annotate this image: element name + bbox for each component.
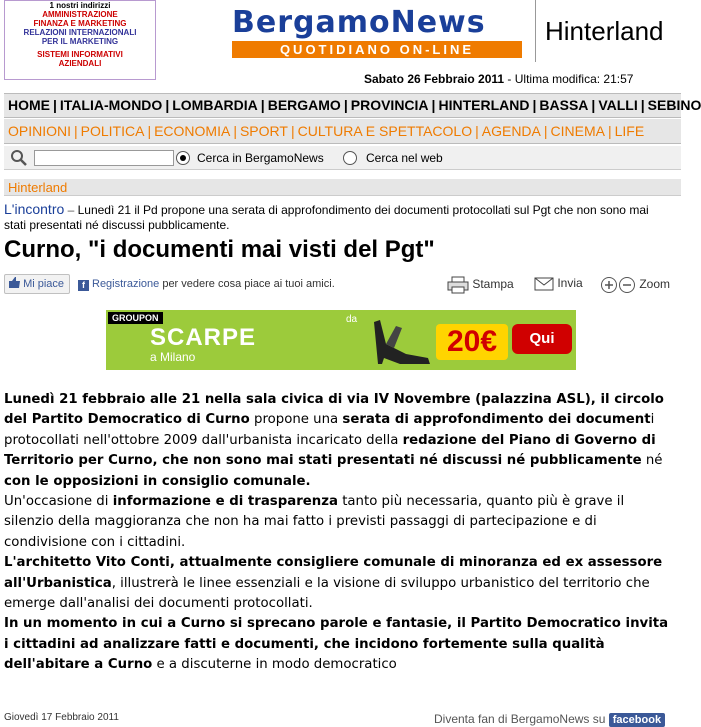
article-text: e a discuterne in modo democratico <box>152 657 397 673</box>
search-bar <box>4 146 681 170</box>
article-text-bold: informazione e di trasparenza <box>112 494 338 510</box>
facebook-like-button[interactable] <box>4 274 70 294</box>
current-date: Sabato 26 Febbraio 2011 <box>364 72 505 86</box>
banner-city: a Milano <box>150 350 196 364</box>
nav-item-sebino[interactable]: SEBINO <box>647 97 701 113</box>
kicker-label: L'incontro <box>4 201 65 217</box>
nav-item-cinema[interactable]: CINEMA <box>550 123 605 139</box>
facebook-icon: f <box>78 280 89 291</box>
article-text-bold: redazione del Piano di Governo di Territorio per Curno, che non sono mai stati presentati né discussi né pubblicamente <box>4 432 656 469</box>
banner-headline: SCARPE <box>150 324 257 351</box>
search-icon[interactable] <box>10 149 28 167</box>
search-input[interactable] <box>34 150 174 166</box>
thumbs-up-icon <box>9 277 20 288</box>
primary-nav: HOME | ITALIA-MONDO | LOMBARDIA | BERGAMO | PROVINCIA | HINTERLAND | BASSA | VALLI | SEBINO <box>4 93 681 118</box>
site-logo[interactable] <box>232 5 522 57</box>
dateline <box>364 72 633 86</box>
edition-title: Hinterland <box>545 16 664 46</box>
article-paragraph <box>4 390 674 492</box>
banner-cta-button[interactable]: Qui <box>512 324 572 354</box>
article-paragraph <box>4 614 674 675</box>
printer-icon <box>447 276 469 294</box>
nav-item-sport[interactable]: SPORT <box>239 123 288 139</box>
send-tool[interactable] <box>534 276 583 292</box>
article-paragraph <box>4 492 674 553</box>
secondary-nav: OPINIONI | POLITICA | ECONOMIA | SPORT | CULTURA E SPETTACOLO | AGENDA | CINEMA | LIFE <box>4 119 681 144</box>
register-link[interactable]: Registrazione <box>92 278 160 290</box>
article-text: né <box>641 453 663 469</box>
register-text: per vedere cosa piace ai tuoi amici. <box>159 278 335 290</box>
nav-item-opinioni[interactable]: OPINIONI <box>8 123 72 139</box>
nav-item-italia-mondo[interactable]: ITALIA-MONDO <box>59 97 163 113</box>
article-headline: Curno, "i documenti mai visti del Pgt" <box>4 236 435 263</box>
shoe-image <box>366 314 436 368</box>
search-site-radio[interactable] <box>176 151 190 165</box>
article-text: propone una <box>249 412 343 428</box>
like-label: Mi piace <box>23 278 65 290</box>
search-site-label: Cerca in BergamoNews <box>197 151 324 165</box>
article-text: tanto più necessaria, quanto più è grave il silenzio della maggioranza che non ha mai fatto i previsti passaggi di partecipazione e di condivisione con i cittadini. <box>4 494 625 550</box>
nav-item-cultura[interactable]: CULTURA E SPETTACOLO <box>297 123 473 139</box>
article-text-bold: con le opposizioni in consiglio comunale. <box>4 473 311 489</box>
nav-item-life[interactable]: LIFE <box>614 123 645 139</box>
article-text: , illustrerà le linee essenziali e la visione di sviluppo urbanistico del territorio che emerge dall'analisi dei documenti protocollati. <box>4 575 650 612</box>
ad-line: FINANZA E MARKETING <box>33 19 127 28</box>
banner-price: 20€ <box>436 324 508 360</box>
send-label: Invia <box>557 276 583 291</box>
envelope-icon <box>534 276 554 292</box>
nav-item-valli[interactable]: VALLI <box>598 97 638 113</box>
zoom-in-icon[interactable] <box>600 276 618 294</box>
ad-line: AZIENDALI <box>58 59 102 68</box>
kicker-text: Lunedì 21 il Pd propone una serata di approfondimento dei documenti protocollati sul Pgt che non sono mai stati presentati né discussi pubblicamente. <box>4 203 649 232</box>
search-web-radio[interactable] <box>343 151 357 165</box>
nav-item-bassa[interactable]: BASSA <box>539 97 589 113</box>
ad-top-text: 1 nostri indirizzi <box>49 1 111 10</box>
last-modified: - Ultima modifica: 21:57 <box>507 72 634 86</box>
nav-item-agenda[interactable]: AGENDA <box>481 123 541 139</box>
nav-item-economia[interactable]: ECONOMIA <box>154 123 231 139</box>
article-text-bold: L'architetto Vito Conti, attualmente consigliere comunale di minoranza ed ex assessore all'Urbanistica <box>4 555 663 591</box>
banner-brand: GROUPON <box>108 312 163 324</box>
facebook-fan-link[interactable] <box>434 712 665 727</box>
nav-item-politica[interactable]: POLITICA <box>80 123 145 139</box>
header-divider <box>535 0 536 62</box>
print-tool[interactable] <box>447 276 514 294</box>
kicker-dash: – <box>64 203 78 217</box>
ad-line: PER IL MARKETING <box>41 37 119 46</box>
article-text: Un'occasione di <box>4 494 113 510</box>
banner-from: da <box>346 314 358 325</box>
sidebar-ad[interactable] <box>4 0 156 80</box>
zoom-out-icon[interactable] <box>618 276 636 294</box>
nav-item-provincia[interactable]: PROVINCIA <box>350 97 429 113</box>
publication-date: Giovedì 17 Febbraio 2011 <box>4 712 119 723</box>
nav-item-hinterland[interactable]: HINTERLAND <box>438 97 530 113</box>
article-body <box>4 390 674 676</box>
article-text-bold: Lunedì 21 febbraio alle 21 nella sala civica di via IV Novembre (palazzina ASL), il circolo del Partito Democratico di Curno <box>4 392 664 428</box>
nav-item-home[interactable]: HOME <box>8 97 50 113</box>
article-text-bold: serata di approfondimento dei document <box>342 412 651 428</box>
zoom-label: Zoom <box>639 277 671 292</box>
logo-tagline: QUOTIDIANO ON-LINE <box>232 41 522 58</box>
print-label: Stampa <box>472 277 514 292</box>
ad-line: AMMINISTRAZIONE <box>42 10 118 19</box>
article-kicker <box>4 202 672 233</box>
ad-line: SISTEMI INFORMATIVI <box>37 50 123 59</box>
ad-line: RELAZIONI INTERNAZIONALI <box>23 28 137 37</box>
logo-wordmark: BergamoNews <box>232 5 486 40</box>
article-text-bold: In un momento in cui a Curno si sprecano parole e fantasie, il Partito Democratico invita i cittadini ad analizzare fatti e documenti, che incidono fortemente sulla qualità dell'abitare a Curno <box>4 616 669 673</box>
facebook-badge: facebook <box>609 713 665 727</box>
article-text: i protocollati nell'ottobre 2009 dall'urbanista incaricato della <box>4 412 655 448</box>
zoom-tool <box>600 276 670 294</box>
facebook-register <box>78 278 335 291</box>
article-paragraph <box>4 553 674 614</box>
fan-text: Diventa fan di BergamoNews su <box>434 712 606 726</box>
section-label[interactable]: Hinterland <box>4 179 681 196</box>
banner-ad[interactable] <box>106 310 576 370</box>
nav-item-bergamo[interactable]: BERGAMO <box>267 97 341 113</box>
nav-item-lombardia[interactable]: LOMBARDIA <box>172 97 258 113</box>
search-web-label: Cerca nel web <box>366 151 443 165</box>
